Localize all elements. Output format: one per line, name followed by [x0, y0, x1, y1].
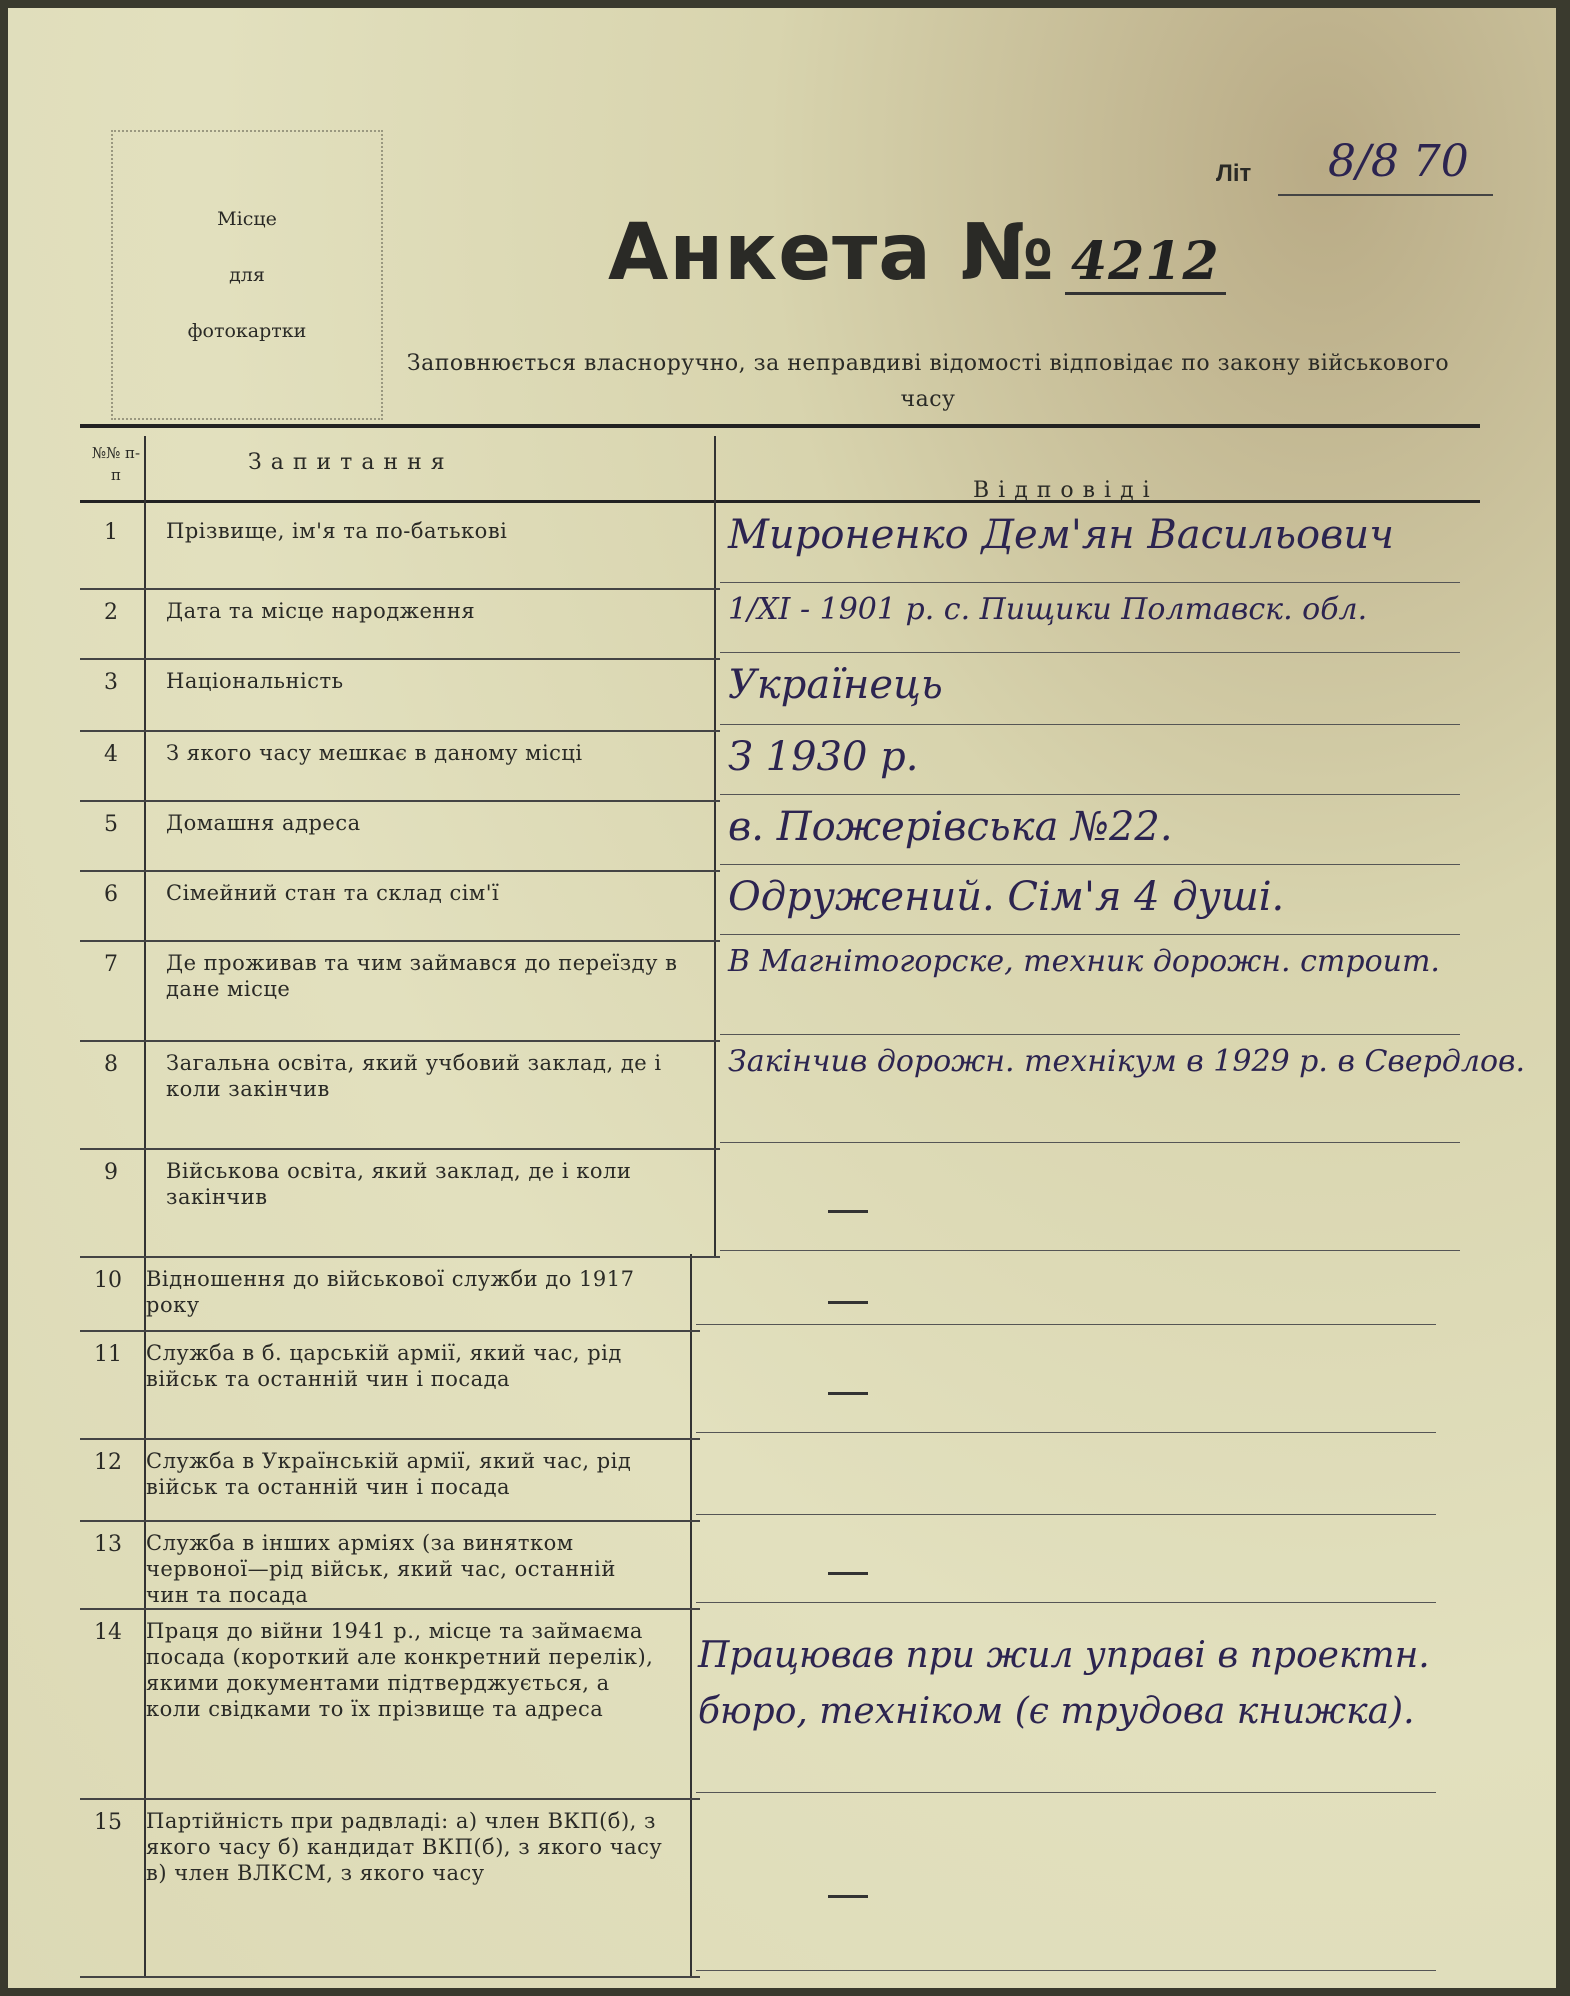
column-divider-answer-lower	[690, 1254, 692, 1976]
subtitle: Заповнюється власноручно, за неправдиві відомості відповідає по закону військового часу	[406, 351, 1450, 412]
column-divider-answer	[714, 436, 716, 1256]
row-number: 9	[104, 1160, 118, 1185]
table-header-rule	[80, 500, 1480, 503]
row-separator	[80, 1256, 720, 1258]
row-question: Дата та місце народження	[166, 599, 476, 623]
answer-underline	[696, 1514, 1436, 1515]
photo-label-1: Місце	[217, 208, 277, 230]
row-number: 2	[104, 600, 118, 625]
row-number: 14	[94, 1620, 122, 1645]
row-separator	[80, 1798, 700, 1800]
row-question: Партійність при радвладі: а) член ВКП(б), з якого часу б) кандидат ВКП(б), з якого часу в) член ВЛКСМ, з якого часу	[146, 1809, 663, 1885]
photo-label-2: для	[229, 264, 265, 286]
lit-label: Літ	[1216, 160, 1252, 187]
answer-underline	[696, 1432, 1436, 1433]
row-answer: Українець	[728, 662, 943, 708]
title-number: 4212	[1065, 231, 1226, 295]
row-question: З якого часу мешкає в даному місці	[166, 741, 583, 765]
row-separator	[80, 1438, 700, 1440]
answer-underline	[720, 864, 1460, 865]
row-separator	[80, 940, 720, 942]
row-question: Загальна освіта, який учбовий заклад, де і коли закінчив	[166, 1051, 662, 1101]
answer-underline	[720, 652, 1460, 653]
answer-underline	[720, 794, 1460, 795]
row-answer: Працював при жил управі в проектн. бюро, техніком (є трудова книжка).	[698, 1635, 1430, 1732]
row-question: Національність	[166, 669, 344, 693]
answer-underline	[720, 1142, 1460, 1143]
row-answer: 1/XI - 1901 р. с. Пищики Полтавск. обл.	[728, 592, 1368, 627]
row-separator	[80, 1148, 720, 1150]
column-divider-number	[144, 436, 146, 1976]
questionnaire-page	[8, 8, 1556, 1988]
row-question: Служба в Українській армії, який час, рід військ та останній чин і посада	[146, 1449, 632, 1499]
row-question: Прізвище, ім'я та по-батькові	[166, 519, 508, 543]
row-separator	[80, 1330, 700, 1332]
header-number: №№ п-п	[91, 444, 141, 484]
lit-value: 8/8 70	[1328, 136, 1469, 187]
row-separator	[80, 1040, 720, 1042]
row-question: Сімейний стан та склад сім'ї	[166, 881, 500, 905]
answer-underline	[696, 1792, 1436, 1793]
row-separator	[80, 1608, 700, 1610]
row-separator	[80, 730, 720, 732]
answer-underline	[720, 1250, 1460, 1251]
row-number: 8	[104, 1052, 118, 1077]
answer-dash	[828, 1895, 868, 1898]
photo-placeholder	[111, 130, 383, 420]
row-number: 1	[104, 520, 118, 545]
row-answer: Одружений. Сім'я 4 душі.	[728, 874, 1285, 920]
answer-dash	[828, 1392, 868, 1395]
row-separator	[80, 1520, 700, 1522]
row-answer: Мироненко Дем'ян Васильович	[728, 512, 1395, 558]
answer-underline	[720, 934, 1460, 935]
row-separator	[80, 800, 720, 802]
lit-underline	[1278, 194, 1493, 196]
answer-dash	[828, 1572, 868, 1575]
row-number: 12	[94, 1450, 122, 1475]
answer-dash	[828, 1210, 868, 1213]
answer-underline	[696, 1324, 1436, 1325]
row-number: 13	[94, 1532, 122, 1557]
table-top-rule	[80, 424, 1480, 428]
row-answer: В Магнітогорске, техник дорожн. строит.	[728, 944, 1440, 979]
answer-underline	[696, 1970, 1436, 1971]
row-number: 6	[104, 882, 118, 907]
row-answer: в. Пожерівська №22.	[728, 804, 1173, 850]
row-answer: З 1930 р.	[728, 734, 919, 780]
title-text: Анкета №	[608, 208, 1055, 298]
photo-label-3: фотокартки	[187, 320, 307, 342]
row-separator	[80, 870, 720, 872]
row-number: 11	[94, 1342, 122, 1367]
row-question: Служба в б. царській армії, який час, рід військ та останній чин і посада	[146, 1341, 622, 1391]
answer-underline	[720, 1034, 1460, 1035]
answer-underline	[720, 582, 1460, 583]
row-question: Домашня адреса	[166, 811, 361, 835]
document-title	[608, 208, 1226, 298]
row-number: 3	[104, 670, 118, 695]
answer-underline	[720, 724, 1460, 725]
row-number: 4	[104, 742, 118, 767]
row-question: Військова освіта, який заклад, де і коли закінчив	[166, 1159, 632, 1209]
row-number: 10	[94, 1268, 122, 1293]
row-question: Відношення до військової служби до 1917 року	[146, 1267, 635, 1317]
row-separator	[80, 588, 720, 590]
row-separator	[80, 1976, 700, 1978]
row-number: 15	[94, 1810, 122, 1835]
row-question: Де проживав та чим займався до переїзду в дане місце	[166, 951, 678, 1001]
row-answer: Закінчив дорожн. технікум в 1929 р. в Свердлов.	[728, 1044, 1526, 1079]
row-separator	[80, 658, 720, 660]
header-question: Запитання	[248, 450, 454, 475]
answer-dash	[828, 1301, 868, 1304]
row-question: Праця до війни 1941 р., місце та займаєма посада (короткий але конкретний перелік), якими документами підтверджується, а коли свідками то їх прізвище та адреса	[146, 1619, 654, 1721]
row-number: 5	[104, 812, 118, 837]
answer-underline	[696, 1602, 1436, 1603]
row-question: Служба в інших арміях (за винятком червоної—рід військ, який час, останній чин та посада	[146, 1531, 616, 1607]
header-answer: Відповіді	[973, 478, 1159, 503]
row-number: 7	[104, 952, 118, 977]
